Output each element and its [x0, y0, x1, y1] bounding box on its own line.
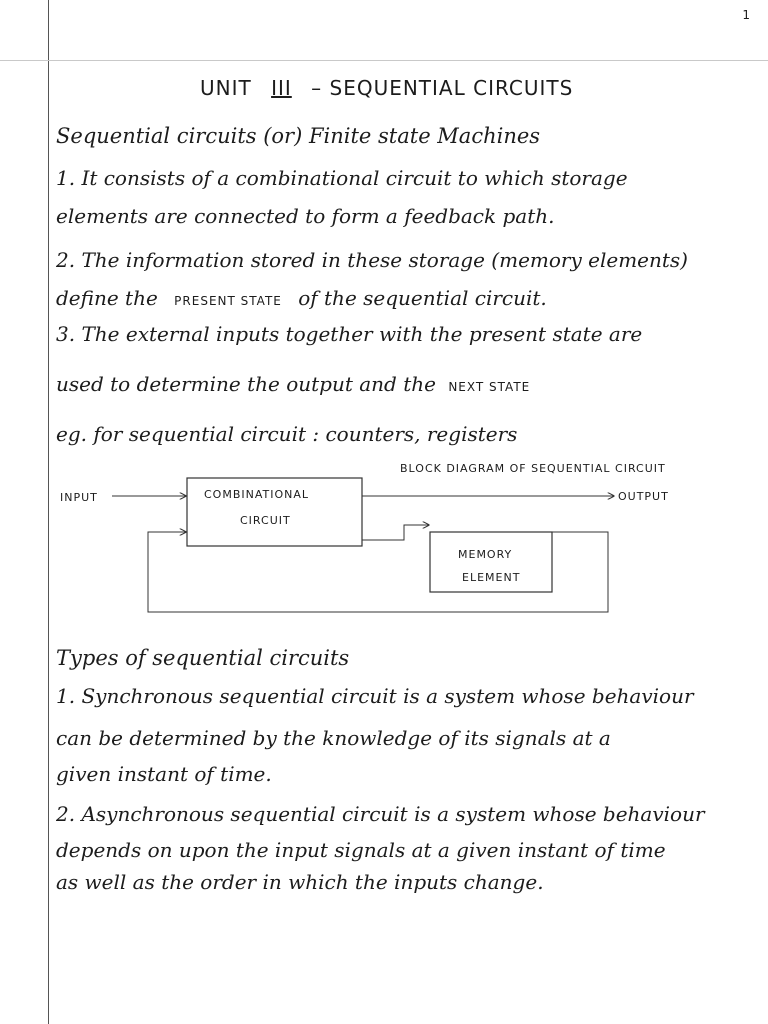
present-state-term: PRESENT STATE: [174, 294, 282, 308]
memory-label-2: ELEMENT: [462, 571, 521, 584]
section1-line-3: 2. The information stored in these storage (memory elements): [56, 248, 688, 272]
section2-line-6: as well as the order in which the inputs change.: [56, 870, 544, 894]
top-rule: [0, 60, 768, 61]
next-state-term: NEXT STATE: [448, 380, 531, 394]
section2-line-2: can be determined by the knowledge of its signals at a: [56, 726, 611, 750]
memory-label-1: MEMORY: [458, 548, 513, 561]
section2-line-5: depends on upon the input signals at a given instant of time: [56, 838, 666, 862]
to-memory-arrow: [362, 525, 429, 540]
section2-line-4: 2. Asynchronous sequential circuit is a system whose behaviour: [56, 802, 705, 826]
section1-example: eg. for sequential circuit : counters, registers: [56, 422, 518, 446]
section1-line-2: elements are connected to form a feedback path.: [56, 204, 555, 228]
title-prefix: UNIT: [200, 76, 252, 100]
title-unit-number: III: [271, 76, 292, 100]
margin-line: [48, 0, 49, 1024]
section2-line-1: 1. Synchronous sequential circuit is a system whose behaviour: [56, 684, 694, 708]
present-state-prefix: define the: [56, 286, 158, 310]
feedback-path: [148, 532, 608, 612]
section1-heading: Sequential circuits (or) Finite state Machines: [56, 124, 541, 148]
page-title: [200, 76, 660, 100]
section1-line-4: [56, 288, 547, 308]
combinational-label-2: CIRCUIT: [240, 514, 291, 527]
diagram-input-label: INPUT: [60, 491, 98, 504]
present-state-suffix: of the sequential circuit.: [298, 286, 547, 310]
section2-heading: Types of sequential circuits: [56, 646, 350, 670]
diagram-output-label: OUTPUT: [618, 490, 669, 503]
section1-line-1: 1. It consists of a combinational circuit to which storage: [56, 166, 628, 190]
next-state-prefix: used to determine the output and the: [56, 372, 436, 396]
diagram-title: BLOCK DIAGRAM OF SEQUENTIAL CIRCUIT: [400, 462, 666, 475]
page-number: 1: [742, 8, 750, 22]
combinational-label-1: COMBINATIONAL: [204, 488, 310, 501]
section2-line-3: given instant of time.: [56, 762, 272, 786]
title-suffix: – SEQUENTIAL CIRCUITS: [311, 76, 574, 100]
section1-line-5: 3. The external inputs together with the present state are: [56, 322, 643, 346]
section1-line-6: [56, 374, 530, 394]
